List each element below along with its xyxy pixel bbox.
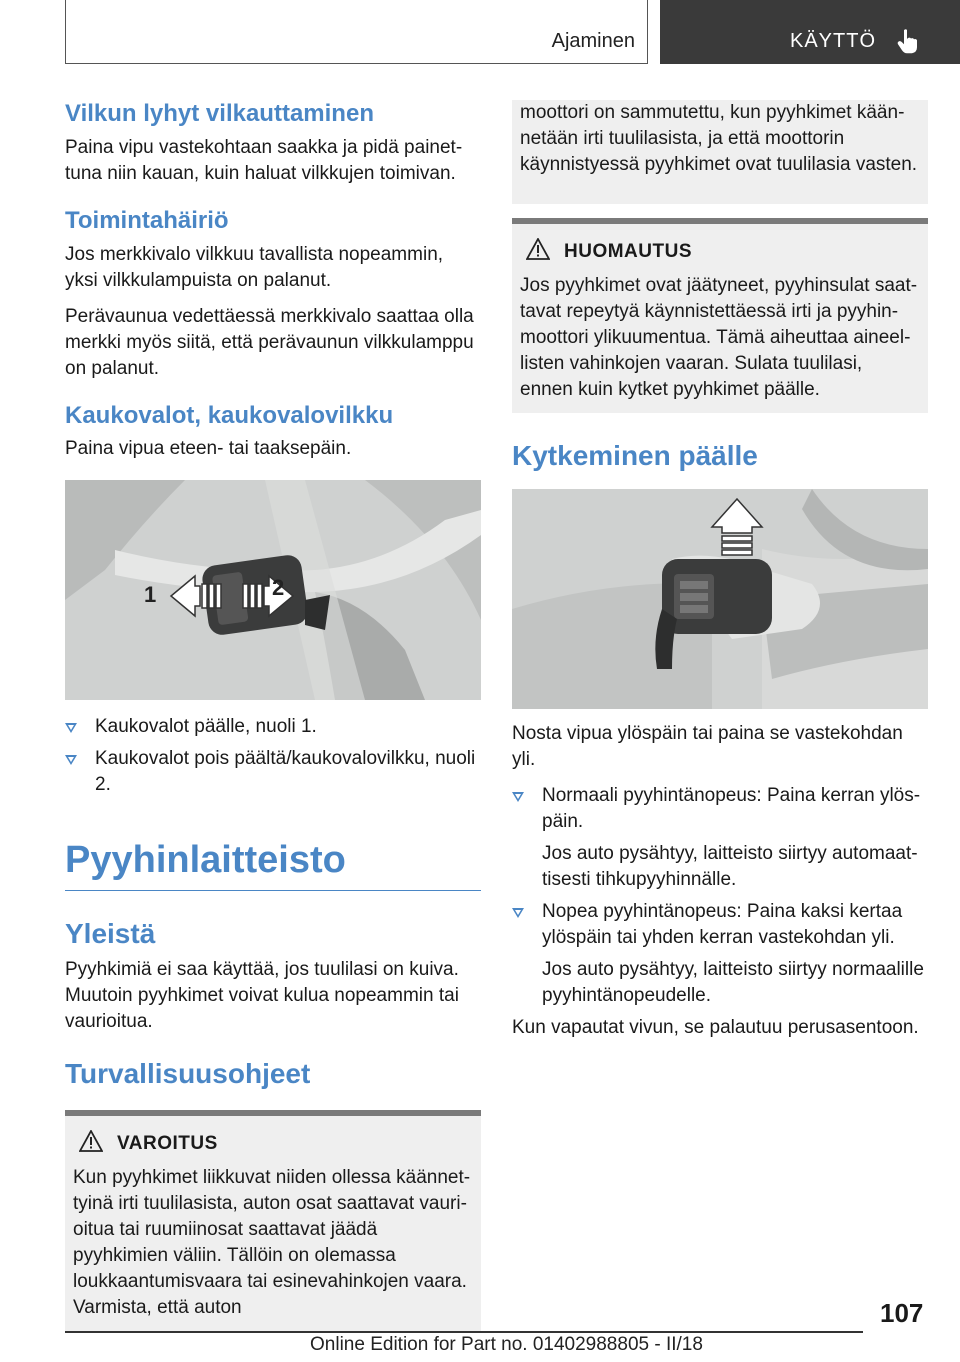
list-item: Kaukovalot päälle, nuoli 1. [65,714,481,740]
header-section-box [65,0,648,64]
warning-text: Kun pyyhkimet liikkuvat niiden ollessa käännettyinä irti tuulilasista, auton osat saattavat vaurioitua tai ruumiinosat saattavat jäädä pyyhkimien väliin. Tällöin on olemassa loukkaantumisvaara tai esinevahinkojen vaara. Varmista, että auton [73,1167,471,1319]
highbeam-lever-image [65,480,481,700]
list-item-note: Jos auto pysähtyy, laitteisto siirtyy normaalille pyyhintänopeudelle. [542,958,924,1006]
paragraph-switch-on: Nosta vipua ylöspäin tai paina se vastekohdan yli. [512,722,903,770]
paragraph-highbeam: Paina vipua eteen- tai taaksepäin. [65,438,352,460]
warning-title: VAROITUS [117,1132,218,1154]
footer-edition: Online Edition for Part no. 01402988805 - II/18 [310,1334,703,1355]
heading-switch-on: Kytkeminen päälle [512,440,758,471]
arrow-2-label: 2 [272,575,285,601]
paragraph-release: Kun vapautat vivun, se palautuu perusasentoon. [512,1016,919,1038]
wiper-lever-image [512,489,928,709]
wiper-speed-bullets [512,783,928,1009]
paragraph-flash: Paina vipu vastekohtaan saakka ja pidä painettuna niin kauan, kuin haluat vilkkujen toimivan. [65,136,463,184]
footer-divider [65,1331,863,1333]
bullet-triangle-icon [512,908,524,918]
list-item: Kaukovalot pois päältä/kaukovalovilkku, nuoli 2. [65,746,481,798]
warning-box [65,1110,481,1331]
header-chapter-box [660,0,960,64]
list-item: Nopea pyyhintänopeus: Paina kaksi kertaa ylöspäin tai yhden kerran vastekohdan yli. Jos auto pysähtyy, laitteisto siirtyy normaalille pyyhintänopeudelle. [512,899,928,1009]
heading-highbeam: Kaukovalot, kaukovalovilkku [65,401,394,429]
warning-continuation-box [512,100,928,204]
heading-general: Yleistä [65,917,156,949]
bullet-triangle-icon [65,723,77,733]
right-column [512,100,928,1051]
heading-flash: Vilkun lyhyt vilkauttaminen [65,100,374,127]
header-chapter-label: KÄYTTÖ [790,30,877,52]
heading-malfunction: Toimintahäiriö [65,206,229,234]
list-item-note: Jos auto pysähtyy, laitteisto siirtyy automaattisesti tihkupyyhinnälle. [542,842,918,890]
warning-triangle-icon [526,238,550,265]
paragraph-general: Pyyhkimiä ei saa käyttää, jos tuulilasi on kuiva. Muutoin pyyhkimet voivat kulua nopeammin tai vaurioitua. [65,958,459,1032]
heading-safety: Turvallisuusohjeet [65,1057,311,1089]
warning-triangle-icon [79,1130,103,1157]
header-section-label: Ajaminen [551,30,635,52]
notice-title: HUOMAUTUS [564,240,692,262]
highbeam-bullets [65,714,481,798]
notice-box [512,218,928,413]
arrow-1-label: 1 [144,582,157,608]
bullet-triangle-icon [512,792,524,802]
paragraph-malfunction-1: Jos merkkivalo vilkkuu tavallista nopeammin, yksi vilkkulampuista on palanut. [65,243,444,291]
warning-continuation-text: moottori on sammutettu, kun pyyhkimet käännetään irti tuulilasista, ja että moottorin käynnistyessä pyyhkimet ovat tuulilasia vasten. [520,102,918,175]
section-title: Pyyhinlaitteisto [65,838,481,891]
paragraph-malfunction-2: Perävaunua vedettäessä merkkivalo saattaa olla merkki myös siitä, että perävaunun vilkkulamppu on palanut. [65,305,474,379]
notice-text: Jos pyyhkimet ovat jäätyneet, pyyhinsulat saattavat repeytyä käynnistettäessä irti ja pyyhinmoottori ylikuumentua. Tämä aiheuttaa aineellisten vahinkojen vaaran. Sulata tuulilasi, ennen kuin kytket pyyhkimet päälle. [520,275,918,400]
hand-pointer-icon [896,28,920,59]
page-number: 107 [880,1298,924,1328]
left-column [65,100,481,1331]
bullet-triangle-icon [65,755,77,765]
list-item: Normaali pyyhintänopeus: Paina kerran ylöspäin. Jos auto pysähtyy, laitteisto siirtyy automaattisesti tihkupyyhinnälle. [512,783,928,893]
